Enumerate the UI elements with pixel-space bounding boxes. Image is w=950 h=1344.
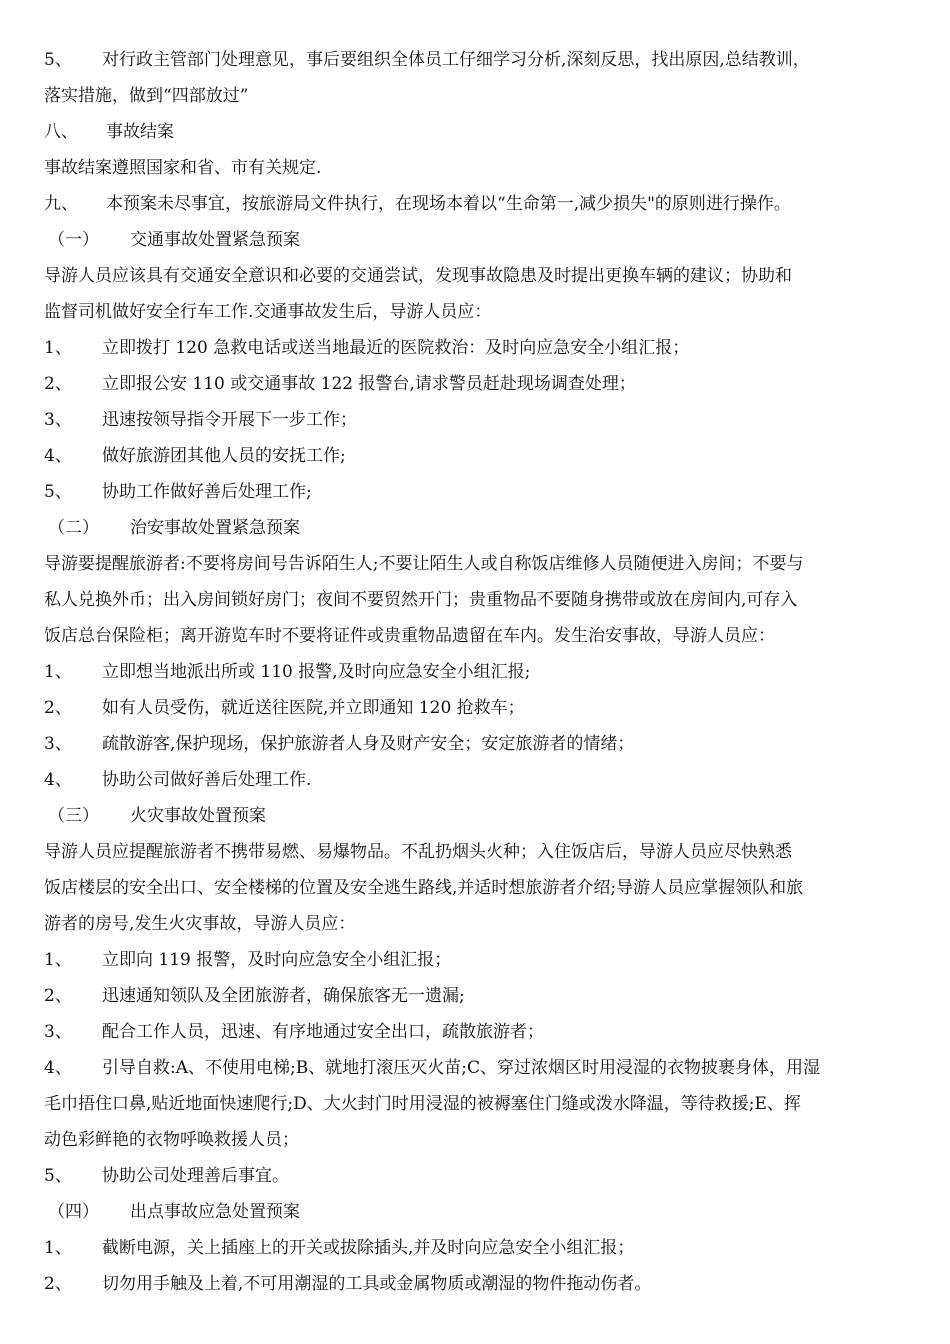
item-text: 立即报公安 110 或交通事故 122 报警台,请求警员赶赴现场调查处理； <box>102 374 636 394</box>
item-number: （一） <box>48 230 99 250</box>
item-text: 立即想当地派出所或 110 报警,及时向应急安全小组汇报; <box>102 662 531 682</box>
list-item <box>44 438 910 474</box>
item-number: 2、 <box>44 1274 72 1294</box>
item-text: 本预案未尽事宜，按旅游局文件执行，在现场本着以“生命第一,减少损失"的原则进行操作。 <box>106 194 791 214</box>
list-item <box>44 978 910 1014</box>
list-item <box>44 762 910 798</box>
item-number: （二） <box>48 518 99 538</box>
item-number: 3、 <box>44 1022 72 1042</box>
paragraph-line: 私人兑换外币；出入房间锁好房门；夜间不要贸然开门；贵重物品不要随身携带或放在房间内,可存入 <box>44 590 798 610</box>
paragraph-line: 事故结案遵照国家和省、市有关规定. <box>44 158 322 178</box>
list-item <box>44 186 910 222</box>
item-number: （三） <box>48 806 99 826</box>
item-number: 4、 <box>44 1058 72 1078</box>
item-text: 交通事故处置紧急预案 <box>130 230 300 250</box>
paragraph-line: 监督司机做好安全行车工作.交通事故发生后，导游人员应： <box>44 302 492 322</box>
list-item <box>44 1266 910 1302</box>
list-item <box>44 654 910 690</box>
item-text: 协助公司处理善后事宜。 <box>102 1166 289 1186</box>
list-item <box>44 330 910 366</box>
item-number: 3、 <box>44 410 72 430</box>
item-text: 立即拨打 120 急救电话或送当地最近的医院救治：及时向应急安全小组汇报； <box>102 338 690 358</box>
list-item <box>44 402 910 438</box>
section-heading <box>44 510 910 546</box>
item-text: 立即向 119 报警，及时向应急安全小组汇报； <box>102 950 452 970</box>
item-text: 协助公司做好善后处理工作. <box>102 770 312 790</box>
list-item <box>44 1014 910 1050</box>
item-number: 4、 <box>44 770 72 790</box>
item-number: 2、 <box>44 698 72 718</box>
item-text: 如有人员受伤，就近送往医院,并立即通知 120 抢救车； <box>102 698 525 718</box>
paragraph-line: 导游人员应该具有交通安全意识和必要的交通尝试，发现事故隐患及时提出更换车辆的建议；协助和 <box>44 266 792 286</box>
paragraph-line: 落实措施，做到“四部放过” <box>44 86 249 106</box>
item-number: （四） <box>48 1202 99 1222</box>
list-item <box>44 1158 910 1194</box>
list-item <box>44 366 910 402</box>
item-text: 出点事故应急处置预案 <box>130 1202 300 1222</box>
section-heading <box>44 222 910 258</box>
item-number: 5、 <box>44 1166 72 1186</box>
item-number: 1、 <box>44 338 72 358</box>
item-text: 做好旅游团其他人员的安抚工作; <box>102 446 346 466</box>
item-text: 引导自救:A、不使用电梯;B、就地打滚压灭火苗;C、穿过浓烟区时用浸湿的衣物披裹身体，用湿 <box>102 1058 820 1078</box>
item-text: 迅速按领导指令开展下一步工作； <box>102 410 357 430</box>
list-item <box>44 1050 910 1086</box>
paragraph-line: 游者的房号,发生火灾事故，导游人员应： <box>44 914 356 934</box>
item-number: 4、 <box>44 446 72 466</box>
item-number: 1、 <box>44 662 72 682</box>
item-number: 5、 <box>44 482 72 502</box>
paragraph-line: 毛巾捂住口鼻,贴近地面快速爬行;D、大火封门时用浸湿的被褥塞住门缝或泼水降温，等待救援;E、挥 <box>44 1094 801 1114</box>
section-heading <box>44 1194 910 1230</box>
item-number: 1、 <box>44 950 72 970</box>
paragraph-line: 导游人员应提醒旅游者不携带易燃、易爆物品。不乱扔烟头火种；入住饭店后，导游人员应尽快熟悉 <box>44 842 792 862</box>
item-text: 对行政主管部门处理意见，事后要组织全体员工仔细学习分析,深刻反思，找出原因,总结教训， <box>102 50 810 70</box>
paragraph-line: 动色彩鲜艳的衣物呼唤救援人员； <box>44 1130 299 1150</box>
list-item <box>44 474 910 510</box>
item-number: 2、 <box>44 986 72 1006</box>
item-text: 截断电源，关上插座上的开关或拔除插头,并及时向应急安全小组汇报； <box>102 1238 635 1258</box>
item-number: 3、 <box>44 734 72 754</box>
item-text: 配合工作人员，迅速、有序地通过安全出口，疏散旅游者； <box>102 1022 544 1042</box>
item-text: 治安事故处置紧急预案 <box>130 518 300 538</box>
item-number: 八、 <box>44 122 78 142</box>
item-number: 5、 <box>44 50 72 70</box>
paragraph-line: 饭店总台保险柜；离开游览车时不要将证件或贵重物品遗留在车内。发生治安事故，导游人员应： <box>44 626 775 646</box>
paragraph-line: 导游要提醒旅游者:不要将房间号告诉陌生人;不要让陌生人或自称饭店维修人员随便进入房间；不要与 <box>44 554 804 574</box>
item-text: 疏散游客,保护现场，保护旅游者人身及财产安全；安定旅游者的情绪； <box>102 734 635 754</box>
paragraph-line: 饭店楼层的安全出口、安全楼梯的位置及安全逃生路线,并适时想旅游者介绍;导游人员应掌握领队和旅 <box>44 878 804 898</box>
item-number: 九、 <box>44 194 78 214</box>
item-text: 事故结案 <box>106 122 174 142</box>
item-text: 火灾事故处置预案 <box>130 806 266 826</box>
section-heading <box>44 798 910 834</box>
list-item <box>44 726 910 762</box>
document-page <box>44 42 910 1302</box>
item-number: 1、 <box>44 1238 72 1258</box>
item-text: 迅速通知领队及全团旅游者，确保旅客无一遗漏; <box>102 986 465 1006</box>
item-text: 协助工作做好善后处理工作; <box>102 482 312 502</box>
item-number: 2、 <box>44 374 72 394</box>
list-item <box>44 114 910 150</box>
list-item <box>44 1230 910 1266</box>
list-item <box>44 690 910 726</box>
item-text: 切勿用手触及上着,不可用潮湿的工具或金属物质或潮湿的物件拖动伤者。 <box>102 1274 652 1294</box>
list-item <box>44 42 910 78</box>
list-item <box>44 942 910 978</box>
